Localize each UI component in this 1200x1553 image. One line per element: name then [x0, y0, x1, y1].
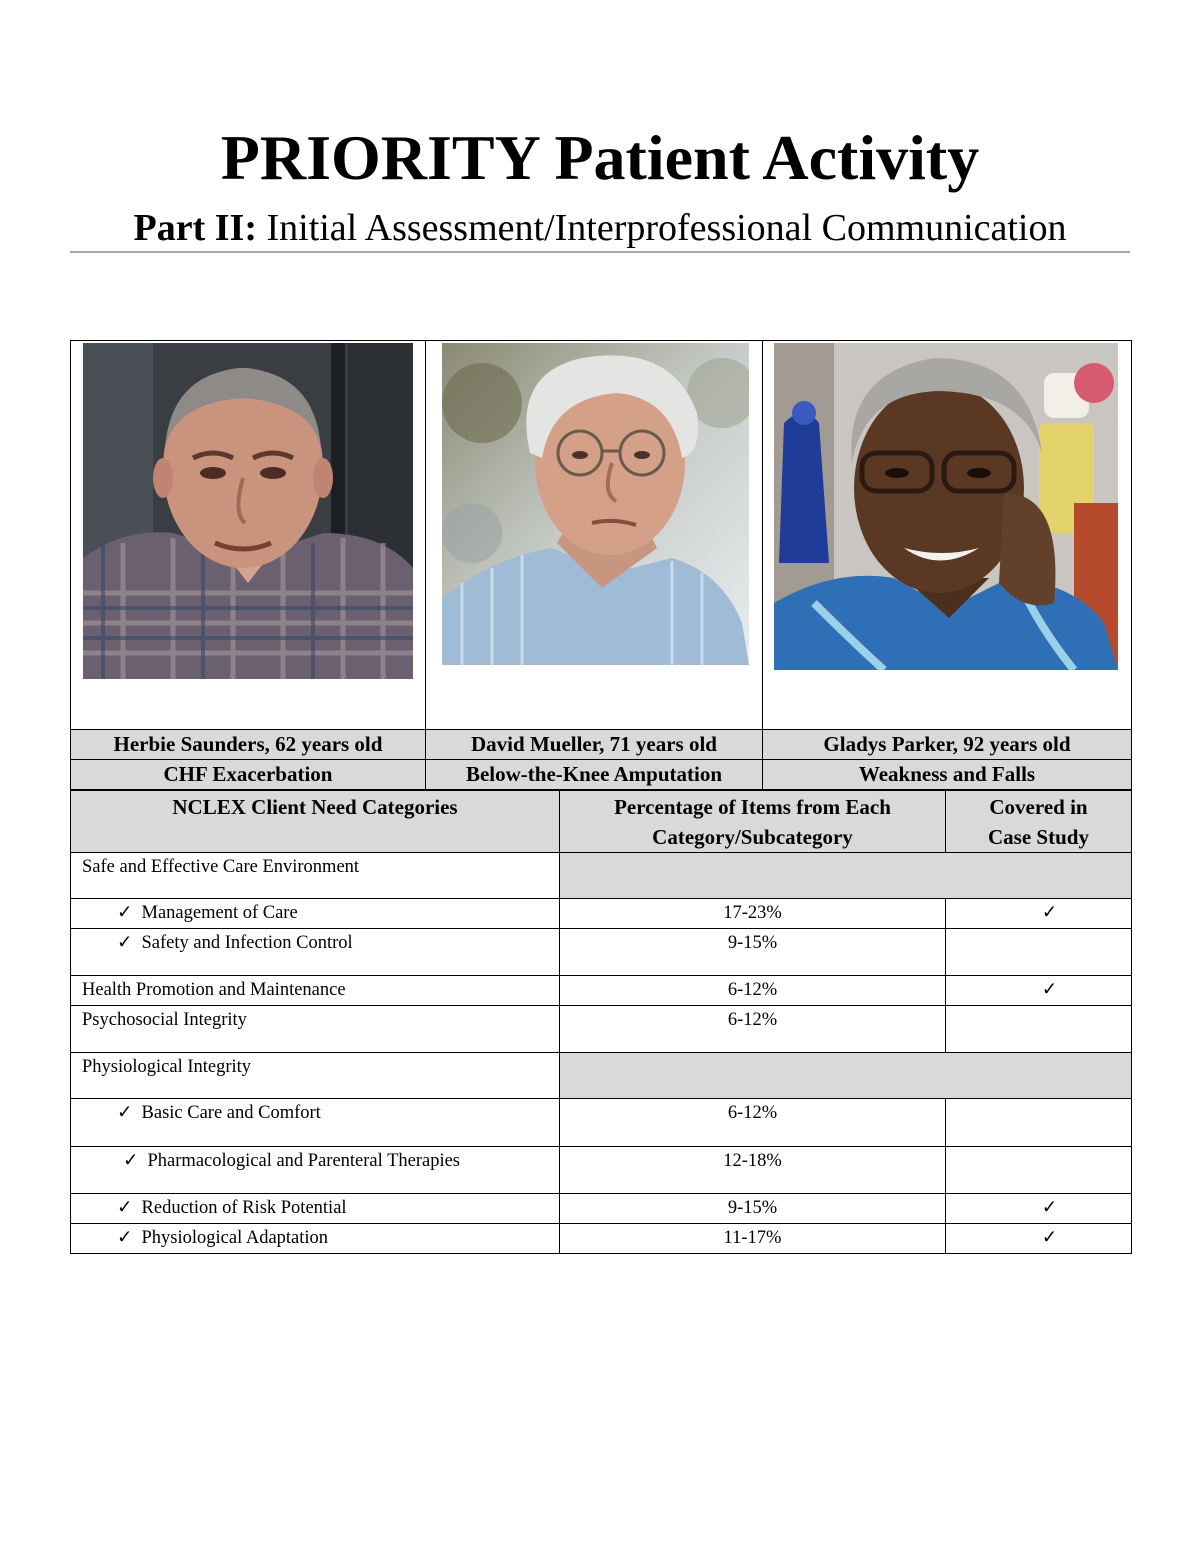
- covered-check: ✓: [946, 1194, 1132, 1224]
- patient-photo-table: [70, 340, 1132, 790]
- table-row: [71, 899, 1132, 929]
- subtitle-part: Part II:: [133, 207, 257, 249]
- subtitle-text: Initial Assessment/Interprofessional Communication: [266, 207, 1067, 249]
- subcategory-label: ✓ Management of Care: [71, 899, 560, 929]
- header-percent-line1: Percentage of Items from Each: [614, 795, 891, 819]
- covered-check: ✓: [946, 899, 1132, 929]
- patient-condition-1: CHF Exacerbation: [71, 760, 426, 790]
- check-icon: ✓: [117, 1228, 133, 1248]
- subcategory-label: ✓ Basic Care and Comfort: [71, 1099, 560, 1147]
- shaded-cell: [560, 1053, 1132, 1099]
- patient-condition-3: Weakness and Falls: [763, 760, 1132, 790]
- title-divider: [70, 251, 1130, 253]
- covered-check: [946, 1006, 1132, 1053]
- header-covered: [946, 791, 1132, 853]
- check-icon: ✓: [117, 1103, 133, 1123]
- patient-photo-herbie: [83, 343, 413, 679]
- percent-value: 17-23%: [560, 899, 946, 929]
- table-row: [71, 853, 1132, 899]
- patient-photo-gladys: [774, 343, 1118, 670]
- covered-check: ✓: [946, 1224, 1132, 1254]
- patient-name-3: Gladys Parker, 92 years old: [763, 730, 1132, 760]
- category-label: Health Promotion and Maintenance: [71, 976, 560, 1006]
- table-row: [71, 929, 1132, 976]
- percent-value: 9-15%: [560, 1194, 946, 1224]
- subcategory-label: ✓ Physiological Adaptation: [71, 1224, 560, 1254]
- percent-value: 6-12%: [560, 1006, 946, 1053]
- header-percent-line2: Category/Subcategory: [652, 825, 853, 849]
- nclex-table: [70, 790, 1132, 1254]
- covered-check: [946, 929, 1132, 976]
- category-label: Psychosocial Integrity: [71, 1006, 560, 1053]
- page-subtitle: [0, 204, 1200, 252]
- patient-photo-cell-2: [426, 341, 763, 730]
- check-icon: ✓: [117, 903, 133, 923]
- percent-value: 9-15%: [560, 929, 946, 976]
- table-row: [71, 1224, 1132, 1254]
- patient-photo-david: [442, 343, 749, 665]
- table-row: [71, 1147, 1132, 1194]
- table-row: [71, 1006, 1132, 1053]
- page-title: PRIORITY Patient Activity: [220, 122, 980, 193]
- patient-photo-cell-1: [71, 341, 426, 730]
- header-covered-line1: Covered in: [989, 795, 1088, 819]
- covered-check: [946, 1099, 1132, 1147]
- category-label: Physiological Integrity: [71, 1053, 560, 1099]
- check-icon: ✓: [117, 933, 133, 953]
- patient-photo-cell-3: [763, 341, 1132, 730]
- check-icon: ✓: [123, 1151, 139, 1171]
- subcategory-label: ✓ Safety and Infection Control: [71, 929, 560, 976]
- subcategory-label: ✓ Reduction of Risk Potential: [71, 1194, 560, 1224]
- table-row: [71, 1194, 1132, 1224]
- header-percent: [560, 791, 946, 853]
- covered-check: [946, 1147, 1132, 1194]
- percent-value: 11-17%: [560, 1224, 946, 1254]
- patient-name-2: David Mueller, 71 years old: [426, 730, 763, 760]
- header-covered-line2: Case Study: [988, 825, 1089, 849]
- subcategory-label: ✓ Pharmacological and Parenteral Therapies: [71, 1147, 560, 1194]
- table-row: [71, 1099, 1132, 1147]
- covered-check: ✓: [946, 976, 1132, 1006]
- header-category: NCLEX Client Need Categories: [71, 791, 560, 853]
- percent-value: 6-12%: [560, 1099, 946, 1147]
- shaded-cell: [560, 853, 1132, 899]
- category-label: Safe and Effective Care Environment: [71, 853, 560, 899]
- patient-condition-2: Below-the-Knee Amputation: [426, 760, 763, 790]
- percent-value: 6-12%: [560, 976, 946, 1006]
- check-icon: ✓: [117, 1198, 133, 1218]
- table-row: [71, 1053, 1132, 1099]
- percent-value: 12-18%: [560, 1147, 946, 1194]
- patient-name-1: Herbie Saunders, 62 years old: [71, 730, 426, 760]
- table-row: [71, 976, 1132, 1006]
